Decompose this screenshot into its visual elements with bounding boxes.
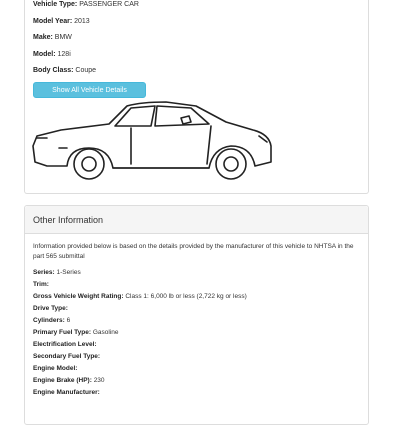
field-body-class: Body Class: Coupe [33, 67, 97, 74]
info-row-drive-type: Drive Type: [33, 305, 68, 312]
field-model: Model: 128i [33, 51, 71, 58]
field-make: Make: BMW [33, 34, 72, 41]
info-row-engine-brake: Engine Brake (HP): 230 [33, 377, 105, 384]
field-vehicle-type: Vehicle Type: PASSENGER CAR [33, 1, 139, 8]
info-row-engine-model: Engine Model: [33, 365, 78, 372]
info-row-trim: Trim: [33, 281, 49, 288]
info-row-engine-manufacturer: Engine Manufacturer: [33, 389, 100, 396]
car-outline-icon [31, 100, 276, 185]
info-row-cylinders: Cylinders: 6 [33, 317, 71, 324]
other-information-panel [24, 205, 369, 425]
info-row-electrification: Electrification Level: [33, 341, 97, 348]
panel-title: Other Information [25, 206, 368, 234]
field-model-year: Model Year: 2013 [33, 18, 90, 25]
info-row-primary-fuel: Primary Fuel Type: Gasoline [33, 329, 119, 336]
panel-intro-text: Information provided below is based on the details provided by the manufacturer of this vehicle to NHTSA in the part 565 submittal [33, 243, 354, 260]
vehicle-summary-card [24, 0, 369, 194]
show-all-vehicle-details-button[interactable]: Show All Vehicle Details [33, 82, 146, 98]
info-row-series: Series: 1-Series [33, 269, 81, 276]
info-row-gvwr: Gross Vehicle Weight Rating: Class 1: 6,000 lb or less (2,722 kg or less) [33, 293, 247, 300]
info-row-secondary-fuel: Secondary Fuel Type: [33, 353, 101, 360]
